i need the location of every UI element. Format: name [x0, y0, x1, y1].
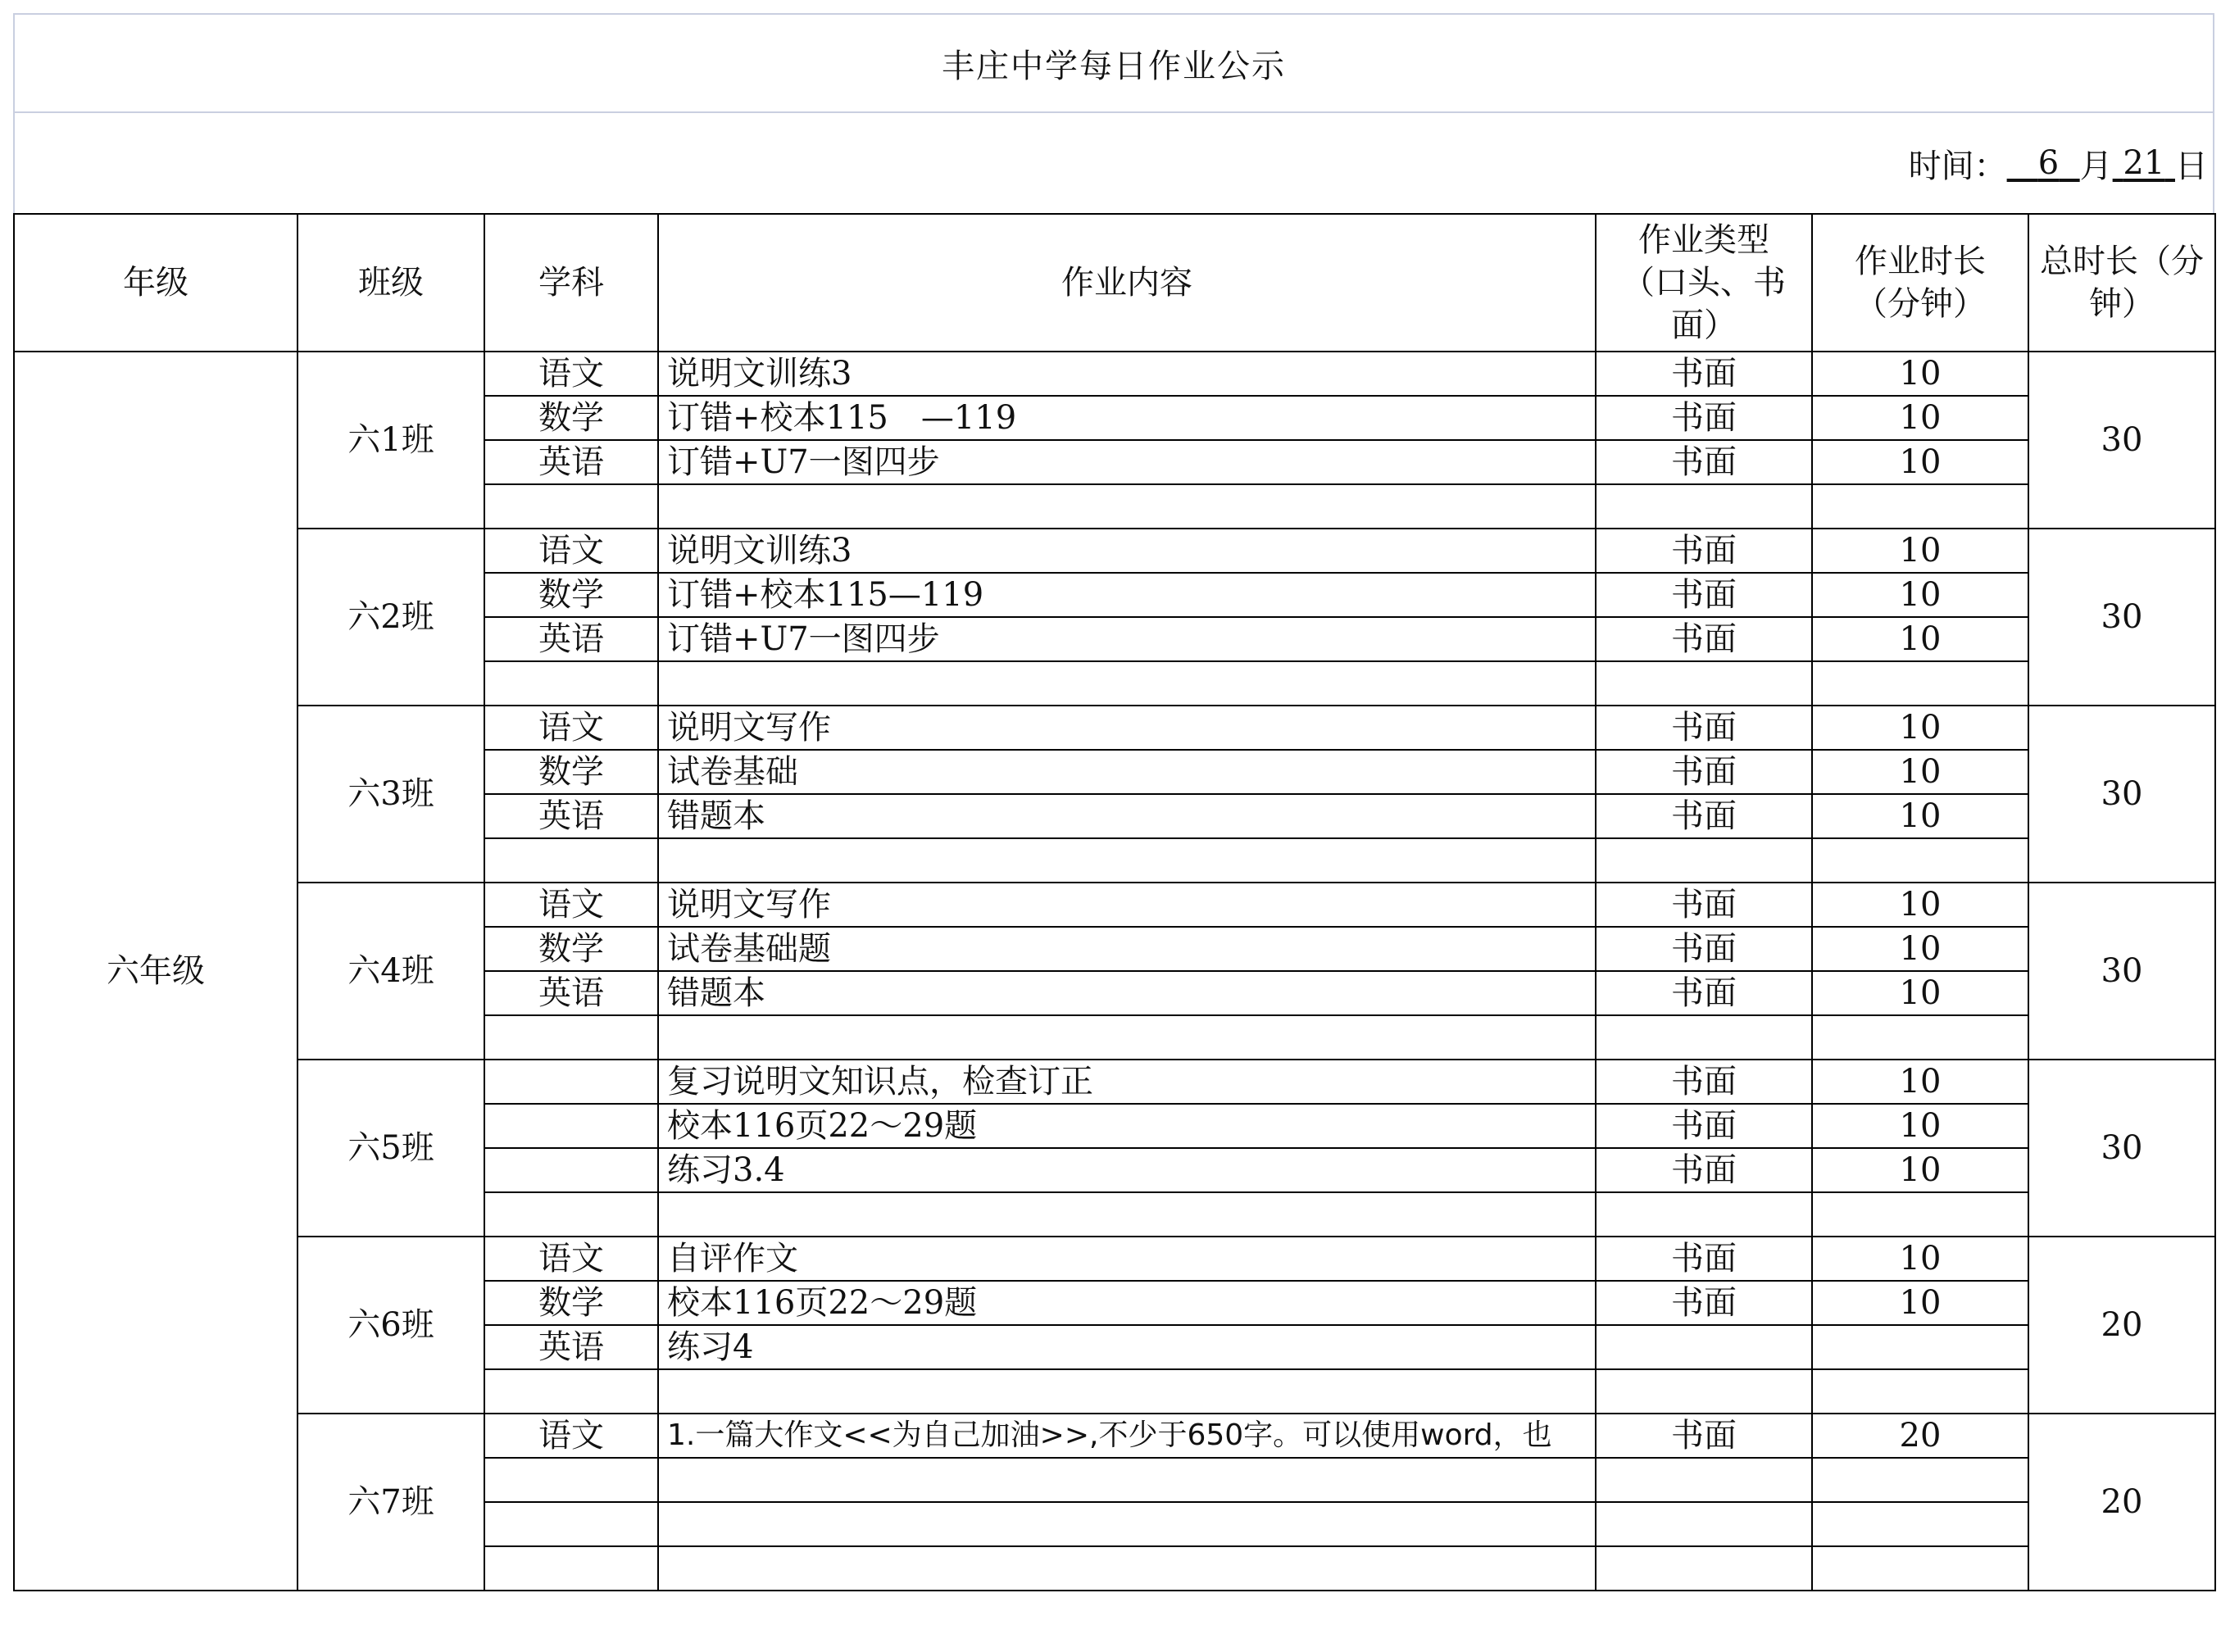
subject-cell: 英语 [484, 617, 658, 661]
subject-cell: 英语 [484, 971, 658, 1015]
duration-cell [1812, 484, 2028, 529]
content-cell [658, 838, 1596, 883]
content-cell [658, 1458, 1596, 1502]
subject-cell [484, 1015, 658, 1060]
type-cell [1596, 661, 1812, 706]
date-month: 6 [2037, 144, 2060, 182]
duration-cell: 10 [1812, 352, 2028, 396]
subject-cell [484, 1192, 658, 1237]
header-duration: 作业时长（分钟） [1812, 214, 2028, 352]
header-class: 班级 [297, 214, 484, 352]
subject-cell: 数学 [484, 750, 658, 794]
total-cell: 30 [2028, 706, 2215, 883]
subject-cell: 语文 [484, 883, 658, 927]
subject-cell [484, 1148, 658, 1192]
type-cell [1596, 1015, 1812, 1060]
homework-table [13, 213, 2216, 1591]
total-cell: 30 [2028, 529, 2215, 706]
class-cell: 六5班 [297, 1060, 484, 1237]
subject-cell [484, 1060, 658, 1104]
content-cell: 复习说明文知识点，检查订正 [658, 1060, 1596, 1104]
type-cell: 书面 [1596, 883, 1812, 927]
content-cell: 错题本 [658, 971, 1596, 1015]
type-cell [1596, 1369, 1812, 1414]
content-cell [658, 484, 1596, 529]
duration-cell: 10 [1812, 617, 2028, 661]
table-row [14, 883, 2215, 927]
type-cell: 书面 [1596, 396, 1812, 440]
content-cell: 说明文写作 [658, 706, 1596, 750]
subject-cell: 语文 [484, 1237, 658, 1281]
type-cell [1596, 1325, 1812, 1369]
header-type: 作业类型（口头、书面） [1596, 214, 1812, 352]
subject-cell: 语文 [484, 706, 658, 750]
content-cell [658, 1192, 1596, 1237]
table-row [14, 352, 2215, 396]
subject-cell [484, 1369, 658, 1414]
duration-cell: 10 [1812, 1148, 2028, 1192]
content-cell [658, 661, 1596, 706]
subject-cell: 英语 [484, 1325, 658, 1369]
subject-cell [484, 1458, 658, 1502]
type-cell [1596, 1502, 1812, 1546]
header-grade: 年级 [14, 214, 297, 352]
subject-cell: 数学 [484, 573, 658, 617]
subject-cell [484, 1502, 658, 1546]
class-cell: 六4班 [297, 883, 484, 1060]
total-cell: 20 [2028, 1414, 2215, 1591]
table-row [14, 706, 2215, 750]
class-cell: 六7班 [297, 1414, 484, 1591]
content-cell [658, 1015, 1596, 1060]
content-cell: 说明文训练3 [658, 352, 1596, 396]
class-cell: 六1班 [297, 352, 484, 529]
content-cell: 试卷基础 [658, 750, 1596, 794]
total-cell: 30 [2028, 1060, 2215, 1237]
duration-cell: 10 [1812, 1104, 2028, 1148]
type-cell: 书面 [1596, 1237, 1812, 1281]
content-cell: 错题本 [658, 794, 1596, 838]
duration-cell: 10 [1812, 794, 2028, 838]
duration-cell [1812, 1369, 2028, 1414]
subject-cell [484, 838, 658, 883]
subject-cell: 英语 [484, 794, 658, 838]
duration-cell: 10 [1812, 573, 2028, 617]
duration-cell: 10 [1812, 883, 2028, 927]
type-cell: 书面 [1596, 1104, 1812, 1148]
duration-cell: 10 [1812, 706, 2028, 750]
type-cell: 书面 [1596, 1414, 1812, 1458]
duration-cell: 10 [1812, 927, 2028, 971]
type-cell: 书面 [1596, 750, 1812, 794]
date-prefix: 时间： [1908, 147, 2007, 185]
homework-body [14, 352, 2215, 1591]
type-cell: 书面 [1596, 971, 1812, 1015]
duration-cell: 10 [1812, 1237, 2028, 1281]
duration-cell [1812, 1458, 2028, 1502]
type-cell: 书面 [1596, 529, 1812, 573]
duration-cell [1812, 1192, 2028, 1237]
content-cell [658, 1502, 1596, 1546]
content-cell: 练习4 [658, 1325, 1596, 1369]
content-cell: 说明文写作 [658, 883, 1596, 927]
subject-cell: 数学 [484, 1281, 658, 1325]
duration-cell [1812, 661, 2028, 706]
content-cell [658, 1546, 1596, 1591]
content-cell: 订错+校本115—119 [658, 573, 1596, 617]
type-cell: 书面 [1596, 617, 1812, 661]
grade-cell: 六年级 [14, 352, 297, 1591]
type-cell [1596, 838, 1812, 883]
table-row [14, 1060, 2215, 1104]
duration-cell: 10 [1812, 529, 2028, 573]
subject-cell [484, 1546, 658, 1591]
date-day: 21 [2123, 144, 2165, 182]
date-line [13, 113, 2214, 213]
content-cell: 订错+校本115 —119 [658, 396, 1596, 440]
class-cell: 六3班 [297, 706, 484, 883]
duration-cell [1812, 1015, 2028, 1060]
class-cell: 六6班 [297, 1237, 484, 1414]
duration-cell [1812, 838, 2028, 883]
header-content: 作业内容 [658, 214, 1596, 352]
header-total: 总时长（分钟） [2028, 214, 2215, 352]
type-cell: 书面 [1596, 794, 1812, 838]
table-row [14, 529, 2215, 573]
homework-sheet [13, 13, 2214, 1591]
subject-cell: 数学 [484, 927, 658, 971]
content-cell [658, 1369, 1596, 1414]
duration-cell: 10 [1812, 750, 2028, 794]
type-cell: 书面 [1596, 1148, 1812, 1192]
type-cell: 书面 [1596, 352, 1812, 396]
subject-cell: 英语 [484, 440, 658, 484]
subject-cell: 数学 [484, 396, 658, 440]
total-cell: 20 [2028, 1237, 2215, 1414]
duration-cell: 10 [1812, 971, 2028, 1015]
date-month-suffix: 月 [2079, 147, 2113, 185]
type-cell: 书面 [1596, 1060, 1812, 1104]
subject-cell [484, 1104, 658, 1148]
sheet-title: 丰庄中学每日作业公示 [13, 13, 2214, 113]
content-cell: 试卷基础题 [658, 927, 1596, 971]
total-cell: 30 [2028, 883, 2215, 1060]
duration-cell [1812, 1502, 2028, 1546]
date-day-blank [2113, 144, 2175, 182]
date-day-suffix: 日 [2175, 147, 2208, 185]
subject-cell [484, 661, 658, 706]
content-cell: 订错+U7一图四步 [658, 440, 1596, 484]
subject-cell: 语文 [484, 1414, 658, 1458]
type-cell: 书面 [1596, 706, 1812, 750]
duration-cell [1812, 1546, 2028, 1591]
date-month-blank [2007, 144, 2080, 182]
type-cell [1596, 1546, 1812, 1591]
content-cell: 校本116页22～29题 [658, 1104, 1596, 1148]
duration-cell: 10 [1812, 1060, 2028, 1104]
content-cell: 自评作文 [658, 1237, 1596, 1281]
type-cell: 书面 [1596, 440, 1812, 484]
content-cell: 练习3.4 [658, 1148, 1596, 1192]
type-cell: 书面 [1596, 1281, 1812, 1325]
type-cell: 书面 [1596, 573, 1812, 617]
table-row [14, 1414, 2215, 1458]
content-cell: 说明文训练3 [658, 529, 1596, 573]
type-cell: 书面 [1596, 927, 1812, 971]
duration-cell: 10 [1812, 1281, 2028, 1325]
content-cell: 订错+U7一图四步 [658, 617, 1596, 661]
subject-cell: 语文 [484, 529, 658, 573]
type-cell [1596, 1192, 1812, 1237]
type-cell [1596, 1458, 1812, 1502]
type-cell [1596, 484, 1812, 529]
duration-cell: 10 [1812, 440, 2028, 484]
content-cell: 1.一篇大作文<<为自己加油>>,不少于650字。可以使用word，也 [658, 1414, 1596, 1458]
duration-cell: 10 [1812, 396, 2028, 440]
duration-cell [1812, 1325, 2028, 1369]
class-cell: 六2班 [297, 529, 484, 706]
table-row [14, 1237, 2215, 1281]
header-subject: 学科 [484, 214, 658, 352]
total-cell: 30 [2028, 352, 2215, 529]
subject-cell: 语文 [484, 352, 658, 396]
duration-cell: 20 [1812, 1414, 2028, 1458]
subject-cell [484, 484, 658, 529]
header-row [14, 214, 2215, 352]
content-cell: 校本116页22～29题 [658, 1281, 1596, 1325]
